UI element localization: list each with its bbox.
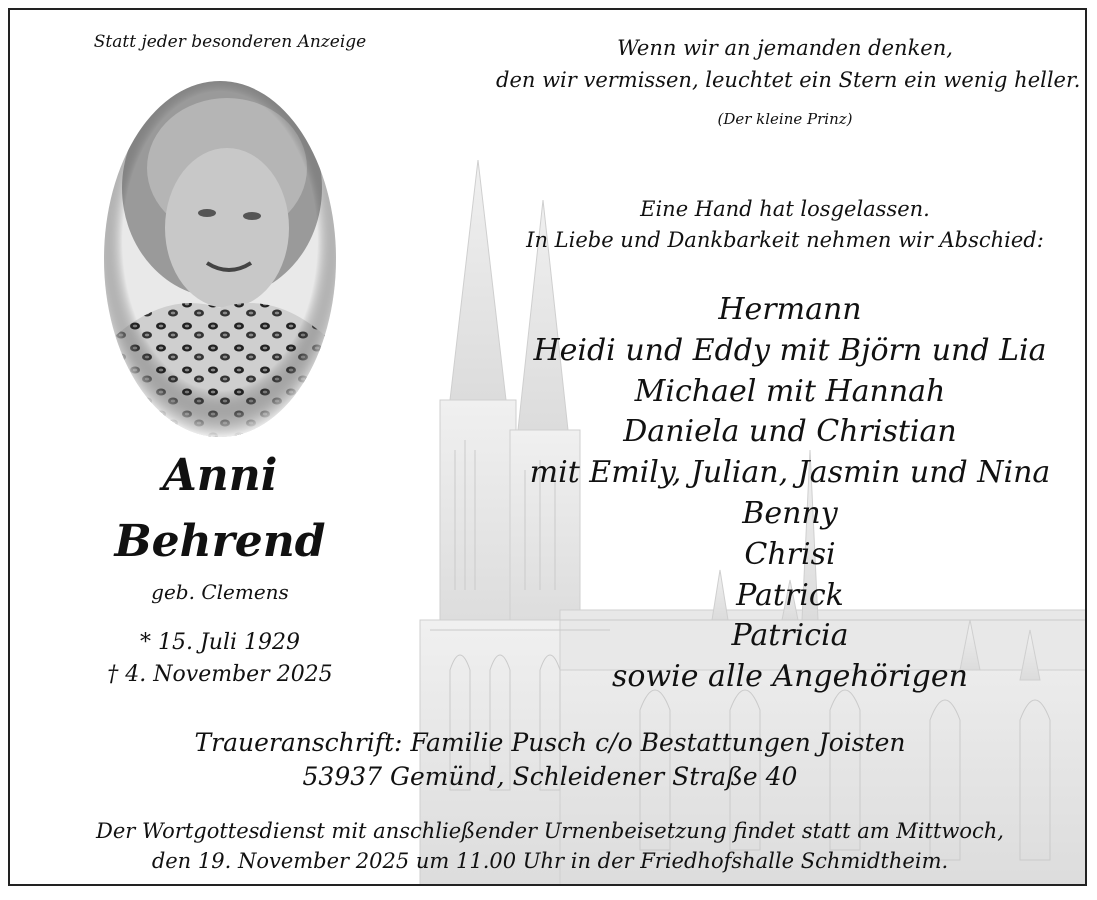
birth-date: * 15. Juli 1929	[139, 630, 300, 655]
death-date: † 4. November 2025	[107, 662, 333, 687]
maiden-name: geb. Clemens	[151, 580, 289, 604]
intro-line: Eine Hand hat losgelassen.	[640, 197, 930, 221]
intro-line: In Liebe und Dankbarkeit nehmen wir Abschied:	[526, 228, 1044, 252]
mourner-name: sowie alle Angehörigen	[612, 659, 968, 695]
deceased-last-name: Behrend	[114, 516, 326, 567]
quote	[496, 32, 1081, 96]
mourner-name: Michael mit Hannah	[634, 373, 946, 409]
service-line: den 19. November 2025 um 11.00 Uhr in der Friedhofshalle Schmidtheim.	[151, 849, 949, 873]
quote-line: Wenn wir an jemanden denken,	[617, 36, 953, 60]
mourner-name: Benny	[742, 495, 838, 531]
mourner-name: Heidi und Eddy mit Björn und Lia	[533, 332, 1047, 368]
farewell-intro	[496, 194, 1074, 256]
service-line: Der Wortgottesdienst mit anschließender Urnenbeisetzung findet statt am Mittwoch,	[96, 819, 1004, 843]
address-line: 53937 Gemünd, Schleidener Straße 40	[302, 762, 798, 791]
mourner-name: Hermann	[718, 292, 862, 327]
portrait-photo	[102, 78, 338, 440]
quote-source: (Der kleine Prinz)	[717, 110, 853, 128]
mourner-name: mit Emily, Julian, Jasmin und Nina	[529, 455, 1051, 491]
mourner-name: Daniela und Christian	[623, 414, 957, 450]
mourning-address	[110, 726, 990, 794]
mourner-name: Chrisi	[744, 536, 836, 572]
service-details	[40, 816, 1060, 876]
quote-line: den wir vermissen, leuchtet ein Stern ein wenig heller.	[496, 68, 1081, 92]
mourner-name: Patricia	[731, 618, 849, 654]
obituary-frame	[8, 8, 1087, 886]
mourners-list	[490, 290, 1087, 698]
mourner-name: Patrick	[736, 577, 844, 613]
notice-text: Statt jeder besonderen Anzeige	[93, 32, 367, 52]
deceased-first-name: Anni	[162, 450, 278, 501]
address-line: Traueranschrift: Familie Pusch c/o Bestattungen Joisten	[194, 728, 906, 757]
